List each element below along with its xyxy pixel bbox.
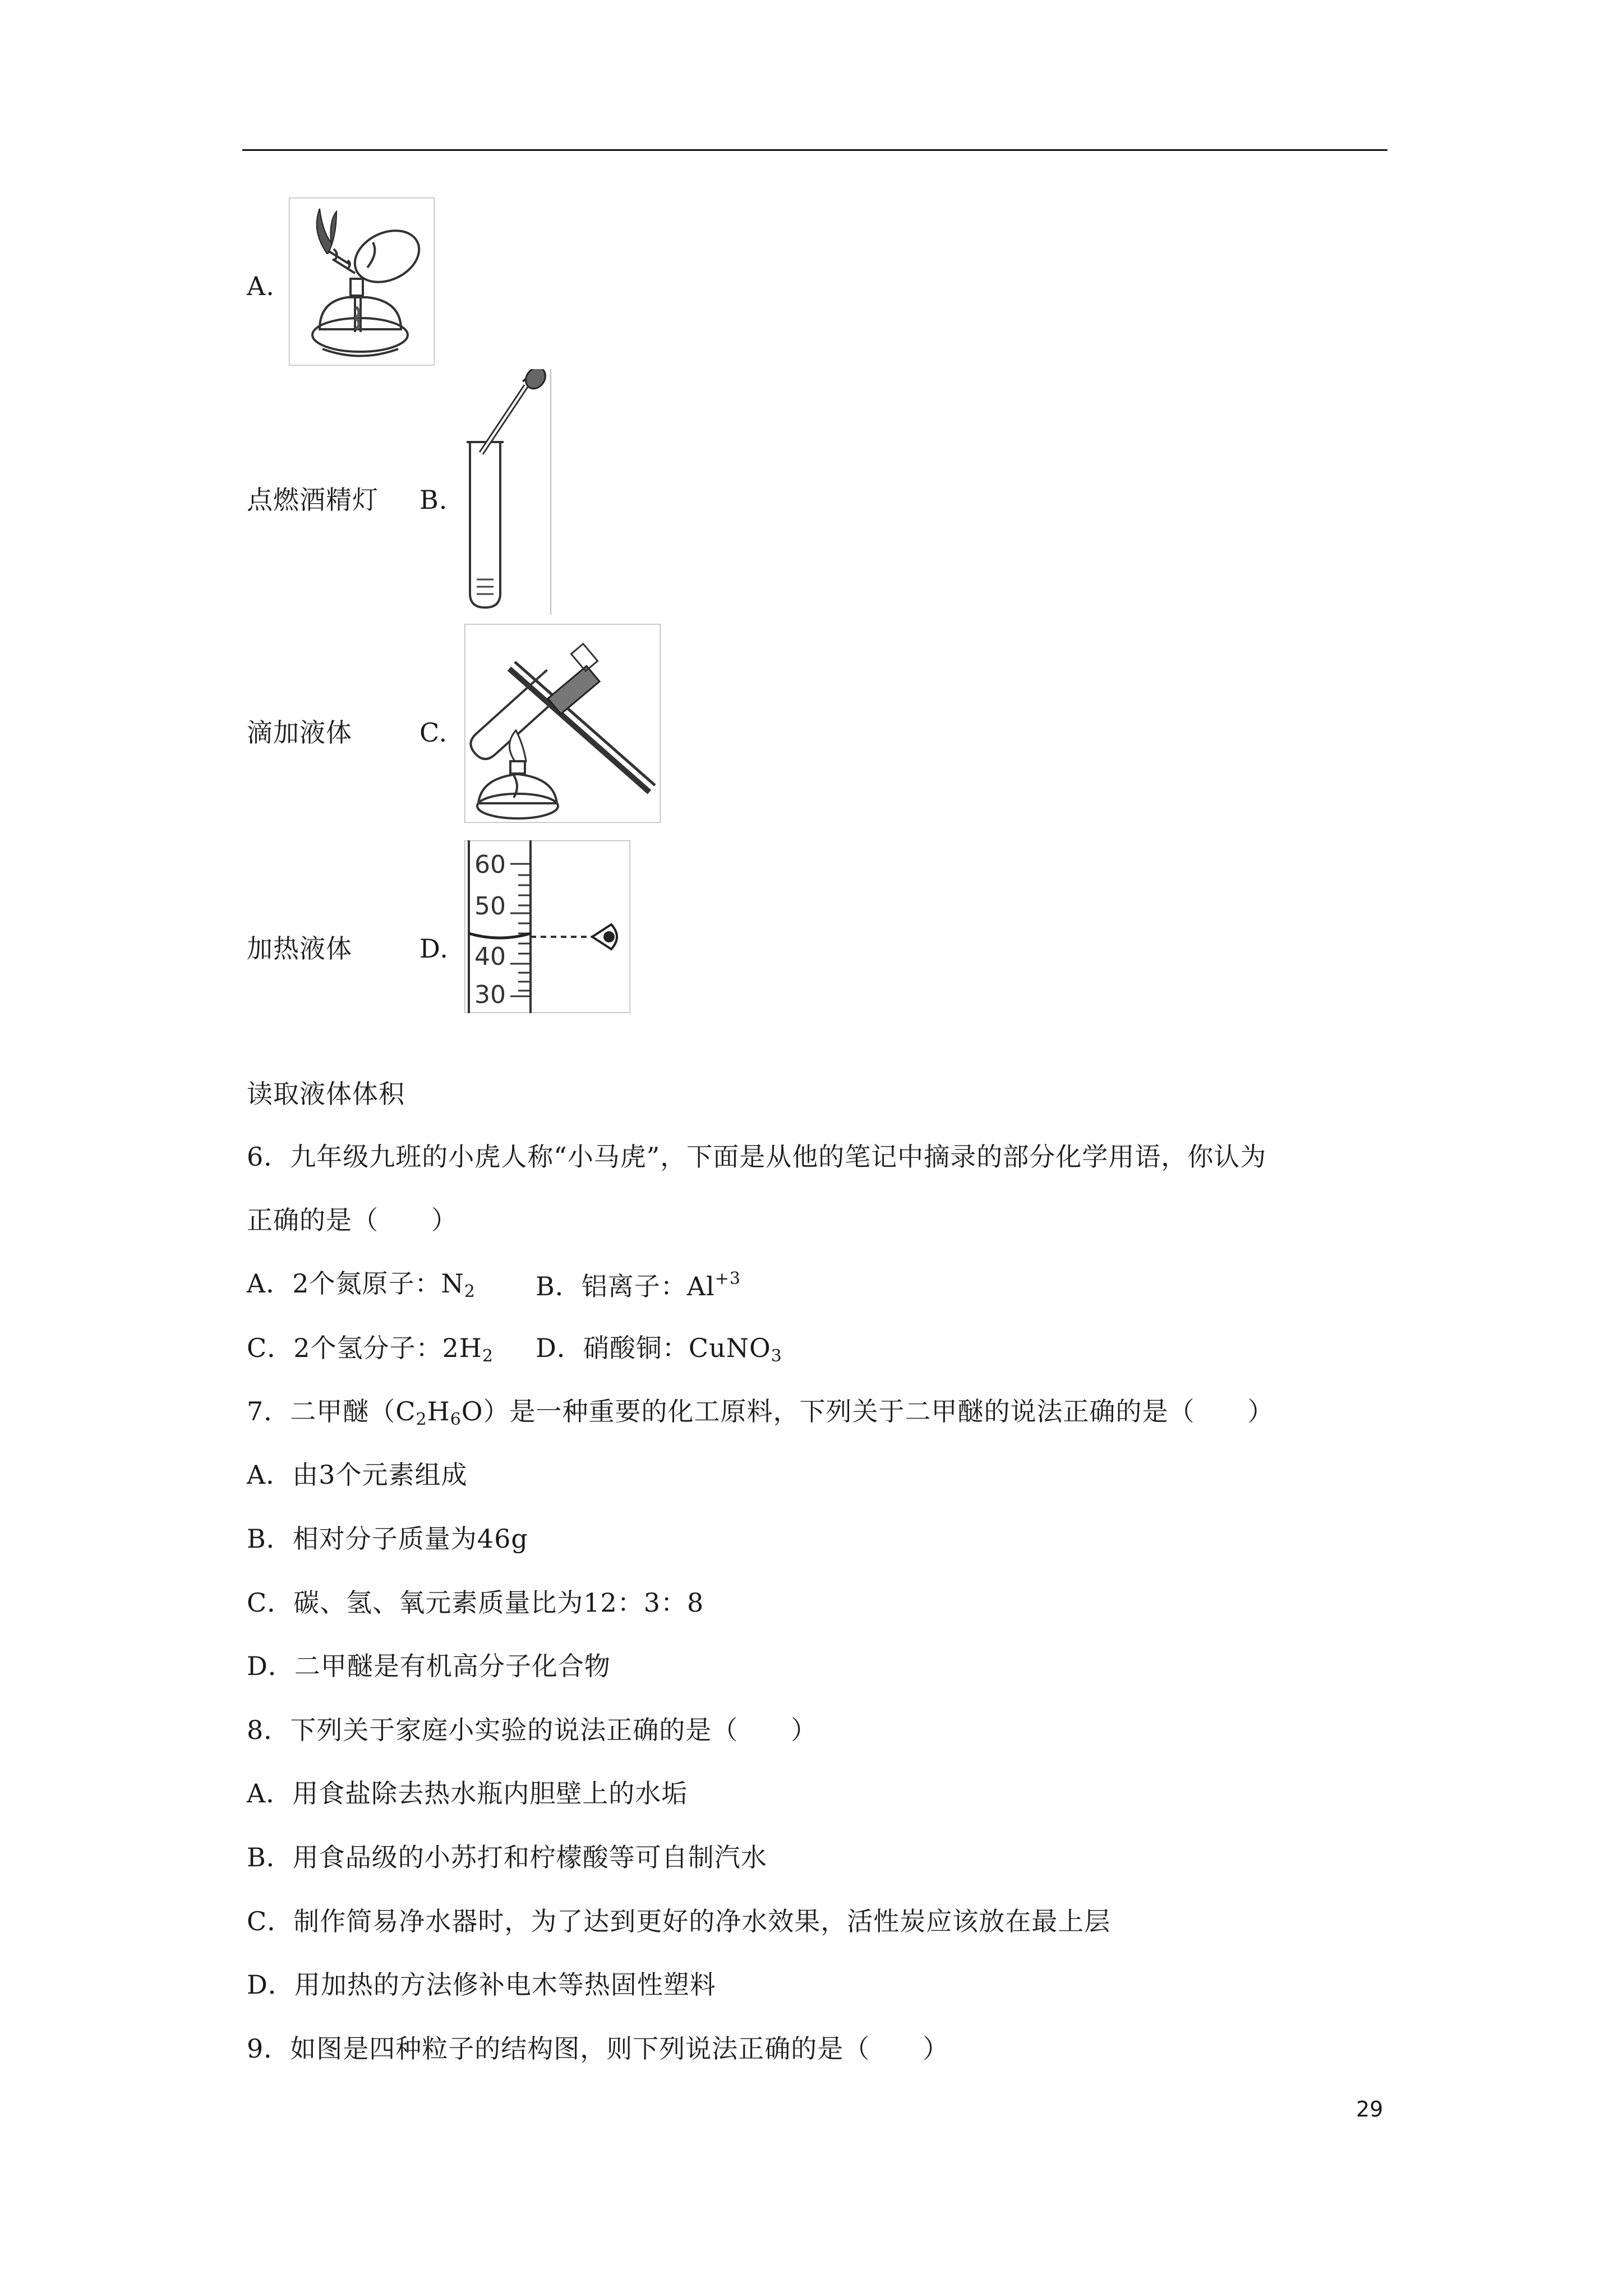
option-b-label: B. (419, 485, 448, 515)
q7-stem: 7．二甲醚$(C_2H_6O)$是一种重要的化工原料，下列关于二甲醚的说法正确的是（ ） (247, 1396, 1274, 1429)
caption-b: 滴加液体 (247, 717, 352, 748)
q6-option-c: C．2个氢分子：$2H_2$ (247, 1333, 494, 1366)
page-number: 29 (1356, 2097, 1384, 2122)
q8-option-b: B．用食品级的小苏打和柠檬酸等可自制汽水 (247, 1842, 767, 1872)
q8-stem: 8．下列关于家庭小实验的说法正确的是（ ） (247, 1715, 818, 1745)
caption-a: 点燃酒精灯 (247, 485, 379, 515)
tick-label-40: 40 (474, 942, 506, 971)
q7-option-d: D．二甲醚是有机高分子化合物 (247, 1651, 611, 1681)
q6-stem-line1: 6．九年级九班的小虎人称“小马虎”，下面是从他的笔记中摘录的部分化学用语，你认为 (247, 1142, 1267, 1172)
tick-label-60: 60 (474, 850, 506, 879)
figure-a-lighting-alcohol-lamp (289, 197, 435, 366)
q6-option-a: A．2个氮原子：$N_2$ (247, 1268, 476, 1301)
q7-option-b: B．相对分子质量为46g (247, 1524, 528, 1554)
q8-option-d: D．用加热的方法修补电木等热固性塑料 (247, 1970, 716, 2000)
tick-label-50: 50 (474, 892, 506, 921)
figure-b-dropping-liquid (460, 369, 552, 615)
q7-option-c: C．碳、氢、氧元素质量比为12：3：8 (247, 1588, 704, 1618)
figure-d-reading-cylinder (464, 840, 630, 1013)
tick-label-30: 30 (474, 981, 506, 1009)
caption-c: 加热液体 (247, 933, 352, 964)
q7-option-a: A．由3个元素组成 (247, 1460, 468, 1490)
q6-option-b: B．铝离子：$Al^{+3}$ (536, 1269, 741, 1301)
header-rule (242, 149, 1387, 151)
q8-option-c: C．制作简易净水器时，为了达到更好的净水效果，活性炭应该放在最上层 (247, 1906, 1111, 1936)
q6-option-d: D．硝酸铜：CuNO$_3$ (536, 1333, 782, 1366)
caption-d: 读取液体体积 (247, 1079, 405, 1109)
option-c-label: C. (419, 717, 448, 748)
option-d-label: D. (419, 933, 449, 964)
option-a-label: A. (247, 271, 275, 301)
q9-stem: 9．如图是四种粒子的结构图，则下列说法正确的是（ ） (247, 2033, 949, 2064)
figure-c-heating-liquid (464, 624, 661, 823)
q6-stem-line2: 正确的是（ ） (247, 1205, 458, 1235)
eye-icon (592, 924, 617, 949)
q8-option-a: A．用食盐除去热水瓶内胆壁上的水垢 (247, 1778, 688, 1809)
